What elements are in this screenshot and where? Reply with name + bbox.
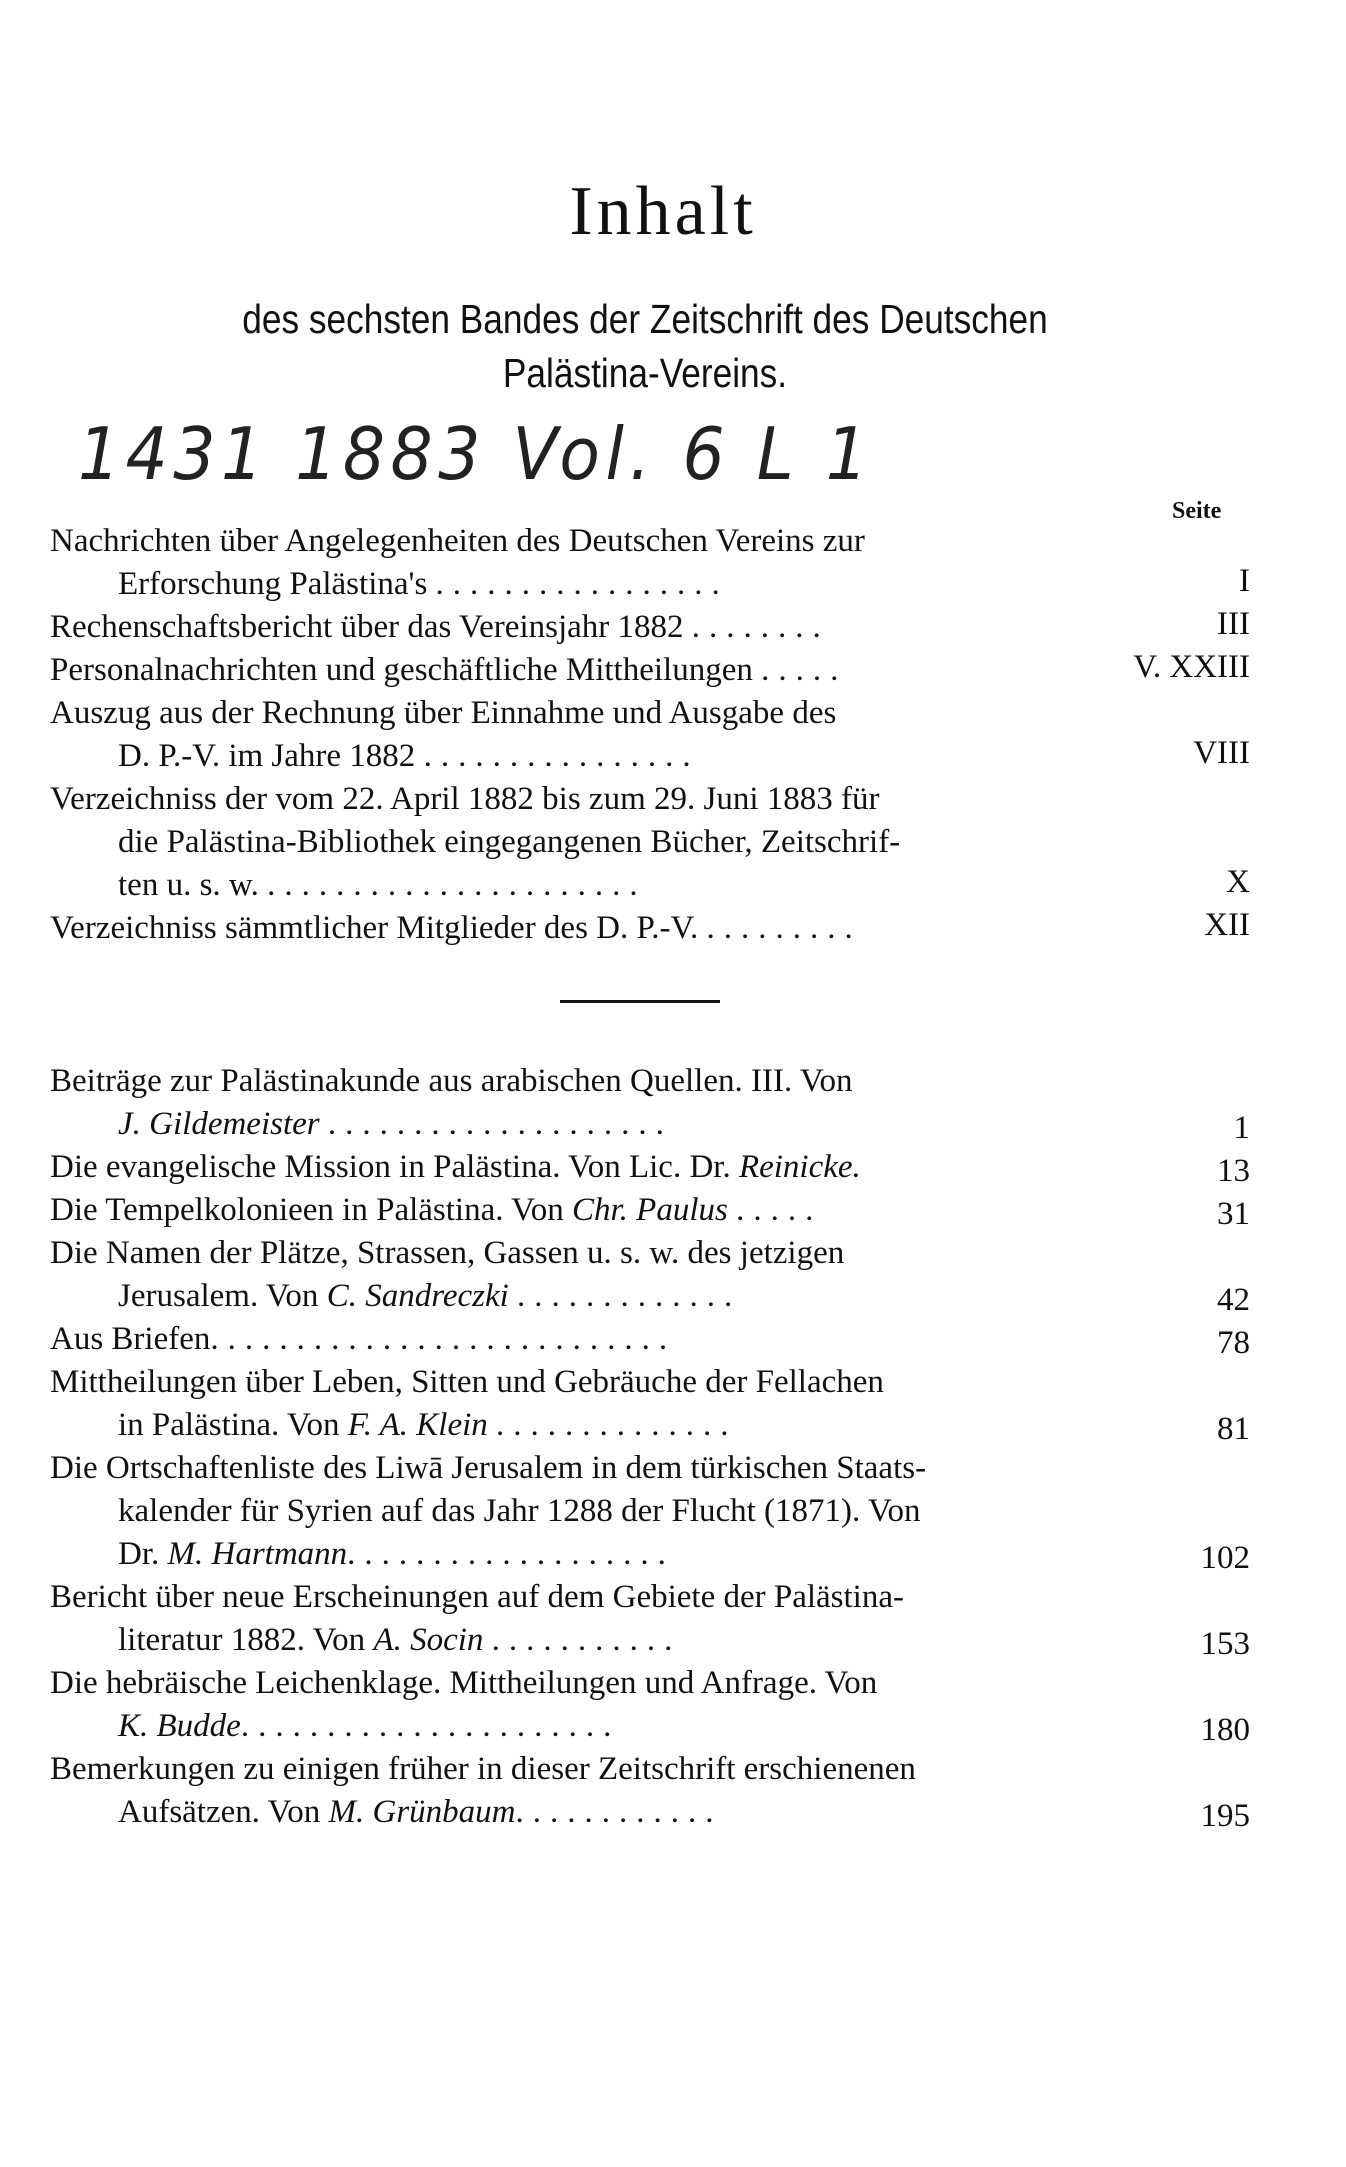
toc-entry-line: Bemerkungen zu einigen früher in dieser Zeitschrift erschienenen bbox=[50, 1751, 916, 1787]
toc-entry-line: Auszug aus der Rechnung über Einnahme und Ausgabe des bbox=[50, 695, 837, 731]
toc-entry-line: K. Budde...................... bbox=[118, 1708, 621, 1744]
toc-entry-line: Mittheilungen über Leben, Sitten und Gebräuche der Fellachen bbox=[50, 1364, 884, 1400]
toc-entry-line: Rechenschaftsbericht über das Vereinsjahr 1882 ........ bbox=[50, 609, 830, 645]
toc-page-number: III bbox=[1217, 606, 1250, 642]
toc-entry-line: Die evangelische Mission in Palästina. Von Lic. Dr. Reinicke. bbox=[50, 1149, 861, 1185]
toc-entry-evangelische-mission bbox=[50, 1146, 1090, 1189]
toc-entry-line: Aufsätzen. Von M. Grünbaum............ bbox=[118, 1794, 723, 1830]
toc-entry-aus-briefen bbox=[50, 1318, 1090, 1361]
subtitle-line-2: Palästina-Vereins. bbox=[502, 350, 788, 396]
toc-entry-rechenschaftsbericht bbox=[50, 606, 1090, 649]
toc-page-number: 81 bbox=[1217, 1411, 1250, 1447]
toc-entry-line: ten u. s. w. ...................... bbox=[118, 867, 647, 903]
author-name: M. Grünbaum bbox=[328, 1794, 516, 1830]
toc-entry-nachrichten bbox=[50, 520, 1090, 606]
toc-entry-bemerkungen bbox=[50, 1748, 1090, 1834]
toc-entry-tempelkolonieen bbox=[50, 1189, 1090, 1232]
toc-entry-line: Aus Briefen........................... bbox=[50, 1321, 677, 1357]
toc-entry-mitglieder bbox=[50, 907, 1090, 950]
toc-page-number: I bbox=[1239, 563, 1250, 599]
author-name: A. Socin bbox=[373, 1622, 484, 1658]
toc-entry-line: Beiträge zur Palästinakunde aus arabischen Quellen. III. Von bbox=[50, 1063, 853, 1099]
toc-page-number: XII bbox=[1204, 907, 1250, 943]
toc-entry-line: literatur 1882. Von A. Socin ........... bbox=[118, 1622, 682, 1658]
toc-entry-line: die Palästina-Bibliothek eingegangenen Bücher, Zeitschrif- bbox=[118, 824, 901, 860]
toc-entry-bericht bbox=[50, 1576, 1090, 1662]
toc-entry-line: Personalnachrichten und geschäftliche Mittheilungen ..... bbox=[50, 652, 848, 688]
toc-entry-line: Die Ortschaftenliste des Liwā Jerusalem in dem türkischen Staats- bbox=[50, 1450, 927, 1486]
toc-page-number: 78 bbox=[1217, 1325, 1250, 1361]
toc-page-number: 102 bbox=[1200, 1540, 1250, 1576]
handwritten-catalog-note: 1431 1883 Vol. 6 L 1 bbox=[78, 412, 874, 496]
toc-entry-line: kalender für Syrien auf das Jahr 1288 der Flucht (1871). Von bbox=[118, 1493, 921, 1529]
toc-entry-line: Die hebräische Leichenklage. Mittheilungen und Anfrage. Von bbox=[50, 1665, 878, 1701]
toc-entry-personalnachrichten bbox=[50, 649, 1090, 692]
toc-entry-line: Verzeichniss sämmtlicher Mitglieder des D. P.-V. ......... bbox=[50, 910, 862, 946]
toc-page-number: X bbox=[1226, 864, 1250, 900]
toc-entry-line: Dr. M. Hartmann................... bbox=[118, 1536, 675, 1572]
toc-page-number: VIII bbox=[1193, 735, 1250, 771]
subtitle bbox=[211, 292, 1080, 400]
page-title: Inhalt bbox=[569, 173, 757, 250]
author-name: J. Gildemeister bbox=[118, 1106, 320, 1142]
toc-page-number: 42 bbox=[1217, 1282, 1250, 1318]
toc-entry-line: Bericht über neue Erscheinungen auf dem Gebiete der Palästina- bbox=[50, 1579, 904, 1615]
toc-page-number: 31 bbox=[1217, 1196, 1250, 1232]
toc-entry-leichenklage bbox=[50, 1662, 1090, 1748]
toc-entry-line: Die Tempelkolonieen in Palästina. Von Chr. Paulus ..... bbox=[50, 1192, 823, 1228]
toc-entry-line: J. Gildemeister .................... bbox=[118, 1106, 673, 1142]
toc-entry-beitraege bbox=[50, 1060, 1090, 1146]
toc-entry-line: Jerusalem. Von C. Sandreczki ............. bbox=[118, 1278, 742, 1314]
toc-page-number: 153 bbox=[1200, 1626, 1250, 1662]
toc-entry-verzeichniss-buecher bbox=[50, 778, 1090, 907]
author-name: F. A. Klein bbox=[347, 1407, 488, 1443]
seite-column-label: Seite bbox=[1172, 498, 1222, 524]
toc-entry-line: Erforschung Palästina's ................. bbox=[118, 566, 729, 602]
toc-entry-auszug bbox=[50, 692, 1090, 778]
author-name: Reinicke. bbox=[738, 1149, 861, 1185]
toc-entry-line: in Palästina. Von F. A. Klein .............. bbox=[118, 1407, 738, 1443]
toc-entry-line: D. P.-V. im Jahre 1882 ................ bbox=[118, 738, 700, 774]
toc-entry-line: Die Namen der Plätze, Strassen, Gassen u. s. w. des jetzigen bbox=[50, 1235, 845, 1271]
toc-entry-mittheilungen-leben bbox=[50, 1361, 1090, 1447]
subtitle-line-1: des sechsten Bandes der Zeitschrift des Deutschen bbox=[242, 296, 1048, 342]
toc-page-number: 180 bbox=[1200, 1712, 1250, 1748]
toc-entry-namen-der-plaetze bbox=[50, 1232, 1090, 1318]
toc-page-number: 13 bbox=[1217, 1153, 1250, 1189]
toc-entry-line: Nachrichten über Angelegenheiten des Deutschen Vereins zur bbox=[50, 523, 865, 559]
toc-entry-ortschaftenliste bbox=[50, 1447, 1090, 1576]
toc-page-number: 195 bbox=[1200, 1798, 1250, 1834]
toc-entry-line: Verzeichniss der vom 22. April 1882 bis zum 29. Juni 1883 für bbox=[50, 781, 880, 817]
author-name: C. Sandreczki bbox=[326, 1278, 509, 1314]
toc-page-number: 1 bbox=[1233, 1110, 1250, 1146]
author-name: Chr. Paulus bbox=[571, 1192, 728, 1228]
author-name: K. Budde bbox=[118, 1708, 241, 1744]
section-divider bbox=[560, 1000, 720, 1003]
author-name: M. Hartmann bbox=[167, 1536, 348, 1572]
toc-page-number: V. XXIII bbox=[1133, 649, 1250, 685]
